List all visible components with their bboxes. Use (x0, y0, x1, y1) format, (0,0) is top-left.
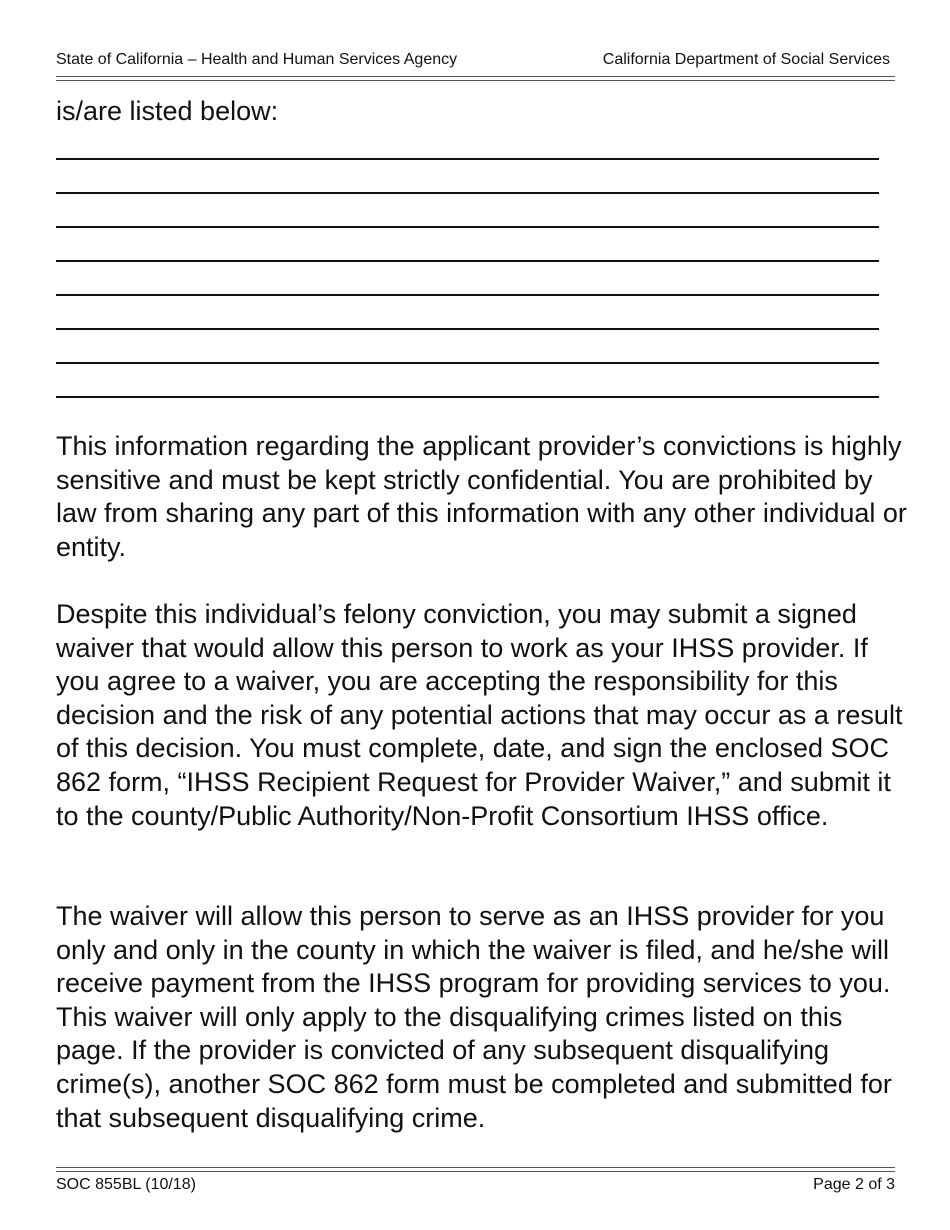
agency-name: State of California – Health and Human Services Agency (56, 51, 458, 68)
page-header (56, 51, 894, 73)
conviction-list-lines[interactable] (56, 126, 879, 398)
blank-line[interactable] (56, 296, 879, 330)
confidentiality-paragraph: This information regarding the applicant provider’s convictions is highly sensitive and must be kept strictly confidential. You are prohibited by law from sharing any part of this information with any other individual or entity. (56, 431, 907, 562)
page-footer (56, 1176, 895, 1198)
footer-divider (56, 1167, 895, 1172)
blank-line[interactable] (56, 364, 879, 398)
waiver-scope-paragraph: The waiver will allow this person to serve as an IHSS provider for you only and only in the county in which the waiver is filed, and he/she will receive payment from the IHSS program for providing services to you. This waiver will only apply to the disqualifying crimes listed on this page. If the provider is convicted of any subsequent disqualifying crime(s), another SOC 862 form must be completed and submitted for that subsequent disqualifying crime. (56, 901, 892, 1133)
blank-line[interactable] (56, 160, 879, 194)
page-number: Page 2 of 3 (813, 1176, 895, 1193)
blank-line[interactable] (56, 330, 879, 364)
blank-line[interactable] (56, 228, 879, 262)
intro-text: is/are listed below: (56, 96, 279, 126)
blank-line[interactable] (56, 126, 879, 160)
blank-line[interactable] (56, 194, 879, 228)
blank-line[interactable] (56, 262, 879, 296)
form-id: SOC 855BL (10/18) (56, 1176, 196, 1193)
department-name: California Department of Social Services (602, 51, 890, 68)
waiver-paragraph: Despite this individual’s felony conviction, you may submit a signed waiver that would allow this person to work as your IHSS provider. If you agree to a waiver, you are accepting the responsibility for this decision and the risk of any potential actions that may occur as a result of this decision. You must complete, date, and sign the enclosed SOC 862 form, “IHSS Recipient Request for Provider Waiver,” and submit it to the county/Public Authority/Non-Profit Consortium IHSS office. (56, 599, 903, 831)
header-divider (56, 76, 895, 81)
